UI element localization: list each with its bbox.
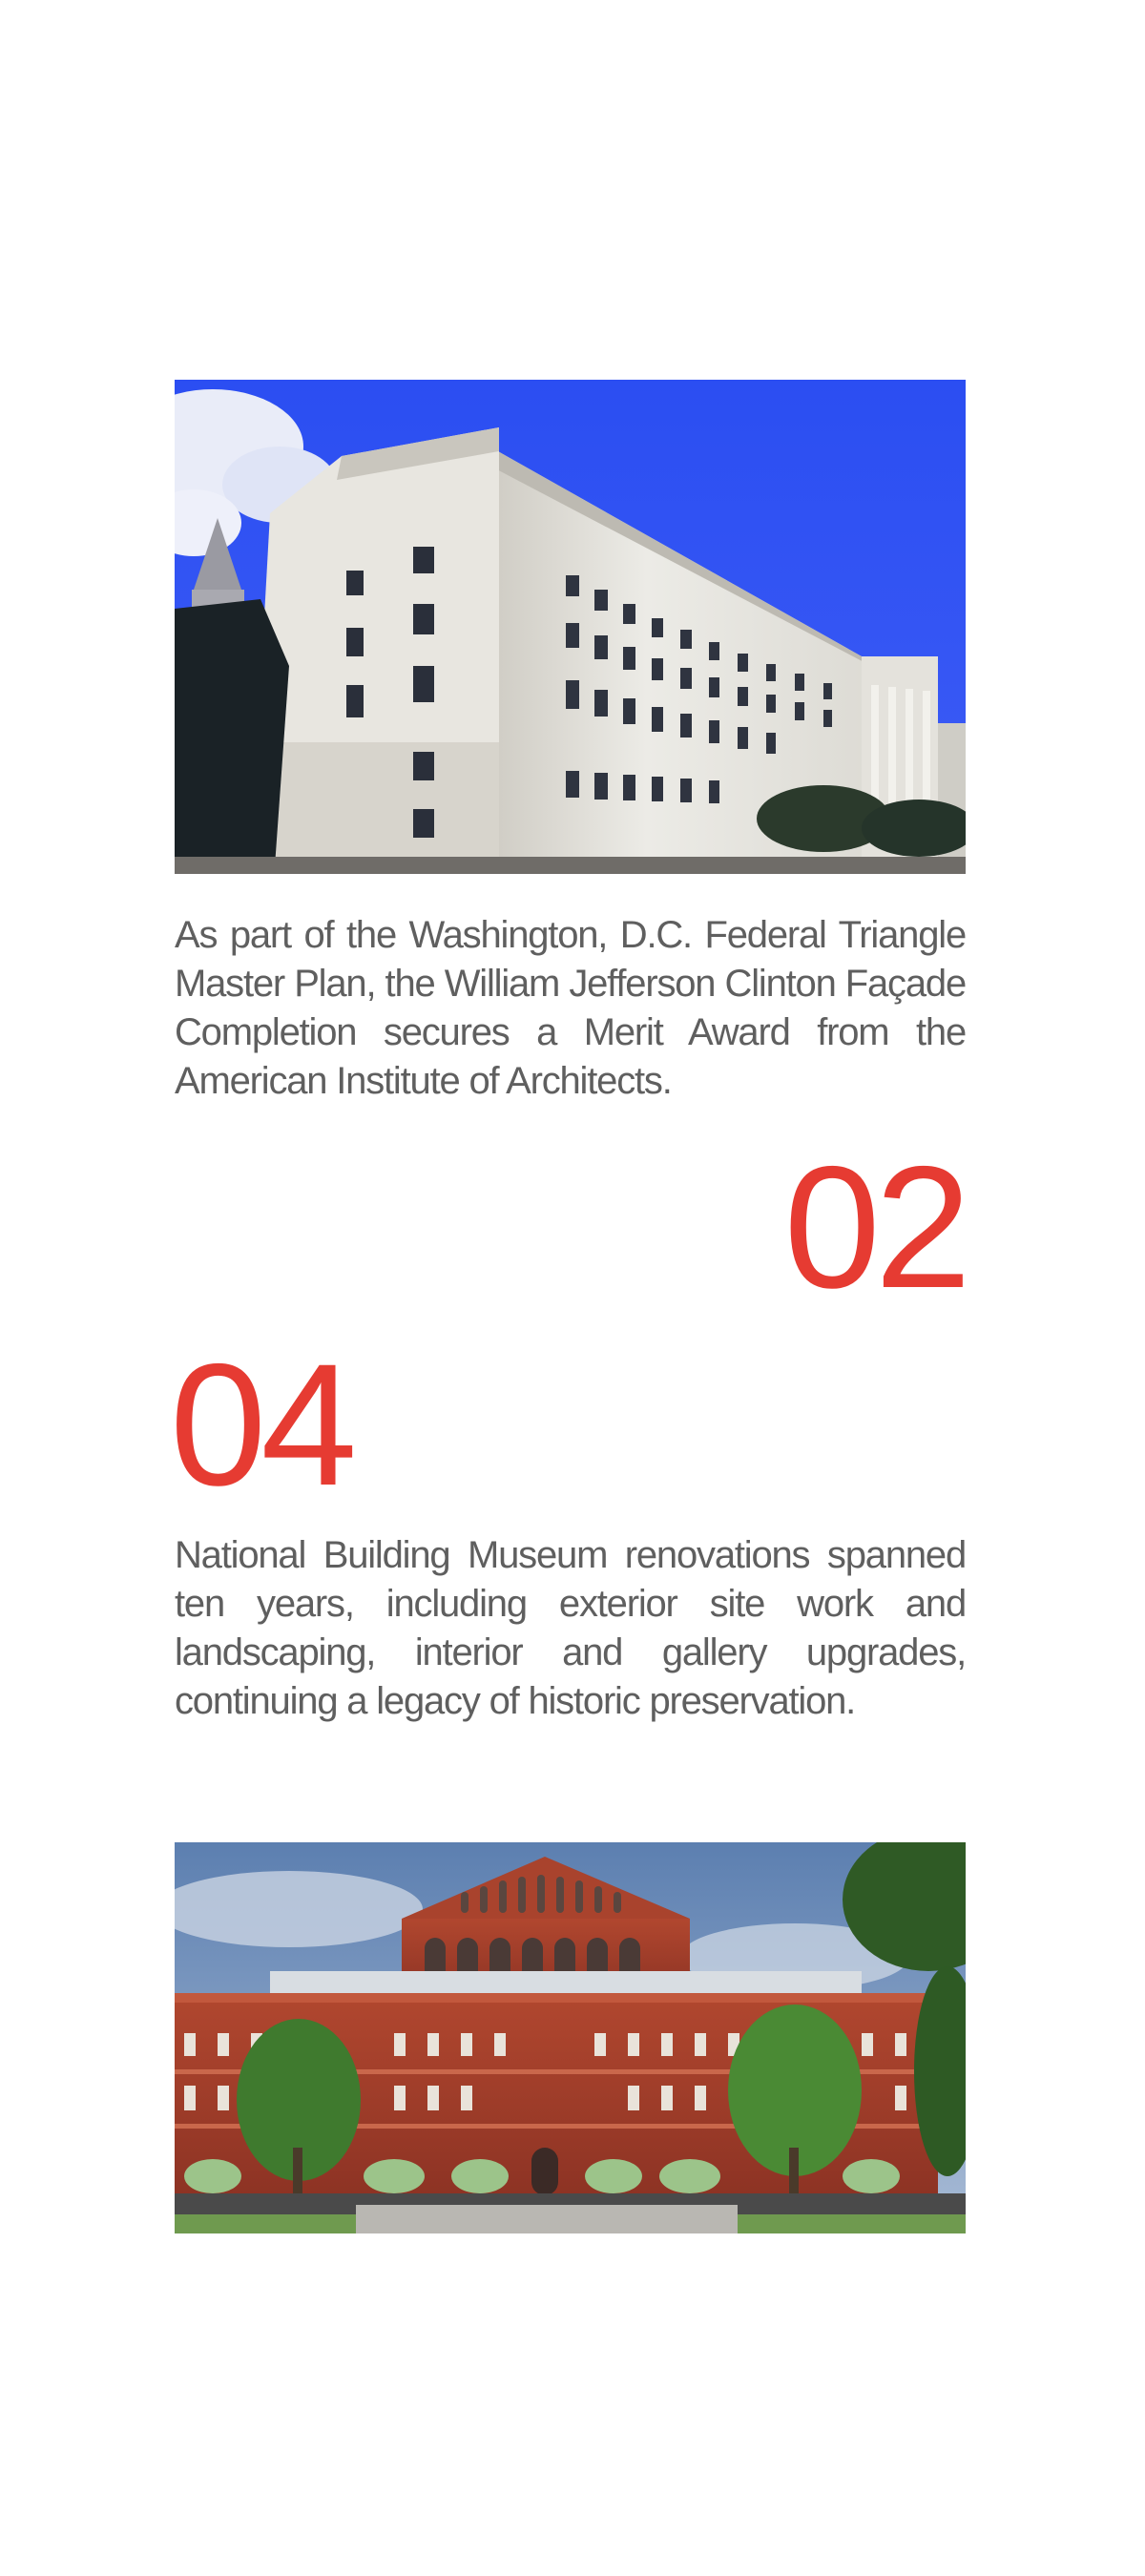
section-number-04: 04 <box>170 1327 352 1522</box>
national-building-museum-description: National Building Museum renovations spanned ten years, including exterior site work and landscaping, interior and gallery upgrades, continuing a legacy of historic preservation. <box>175 1534 966 1722</box>
section-number-02: 02 <box>783 1130 966 1324</box>
federal-triangle-description: As part of the Washington, D.C. Federal Triangle Master Plan, the William Jefferson Clinton Façade Completion secures a Merit Award from the American Institute of Architects. <box>175 914 966 1102</box>
federal-building-photo <box>175 380 966 874</box>
national-building-museum-photo <box>175 1842 966 2233</box>
